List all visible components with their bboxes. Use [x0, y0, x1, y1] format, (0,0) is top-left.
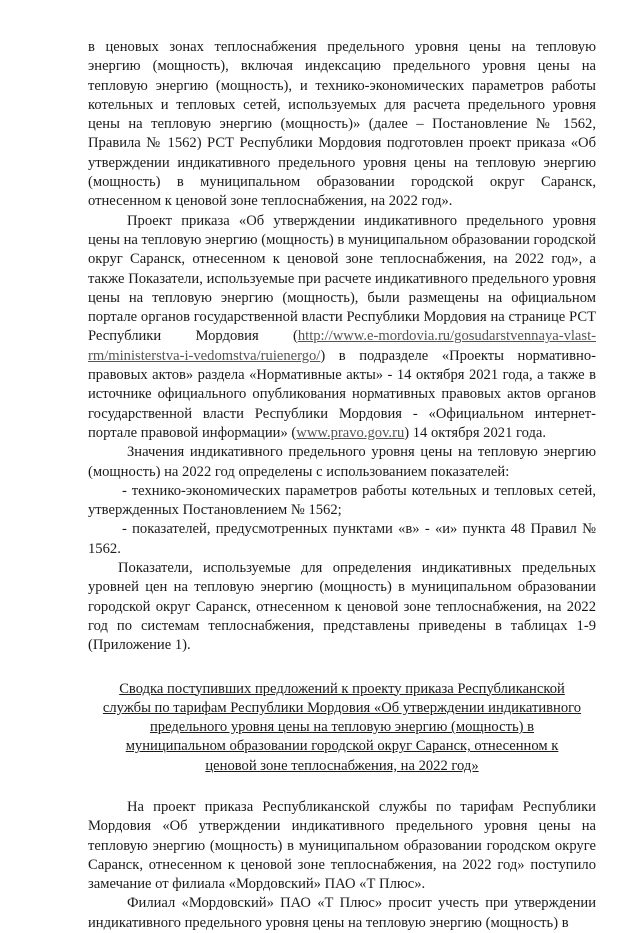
- paragraph-tables: Показатели, используемые для определения индикативных предельных уровней цен на тепловую энергию (мощность) в муниципальном образовании городской округ Саранск, отнесенном к ценовой зоне теплоснабжения, на 2022 год по системам теплоснабжения, представлены приведены в таблицах 1-9 (Приложение 1).: [88, 560, 596, 654]
- rst-page-link[interactable]: http://www.e-mordovia.ru/gosudarstvennaya-vlast-rm/ministerstva-i-vedomstva/ruienergo/: [88, 328, 596, 364]
- paragraph-remark: На проект приказа Республиканской службы по тарифам Республики Мордовия «Об утверждении индикативного предельного уровня цены на тепловую энергию (мощность) в муниципальном образовании городском округе Саранск, отнесенном к ценовой зоне теплоснабжения, на 2022 год» поступило замечание от филиала «Мордовский» ПАО «Т Плюс».: [88, 798, 596, 893]
- paragraph-values: Значения индикативного предельного уровня цены на тепловую энергию (мощность) на 2022 год определены с использованием показателей:: [88, 444, 596, 480]
- section-heading: Сводка поступивших предложений к проекту приказа Республиканской службы по тарифам Республики Мордовия «Об утверждении индикативного предельного уровня цены на тепловую энергию (мощность) в муниципальном образовании городской округ Саранск, отнесенном к ценовой зоне теплоснабжения, на 2022 год»: [102, 680, 582, 774]
- publication-text-start: Проект приказа «Об утверждении индикативного предельного уровня цены на тепловую энергию (мощность) в муниципальном образовании городской округ Саранск, отнесенном к ценовой зоне теплоснабжения, на 2022 год», а также Показатели, используемые при расчете индикативного предельного уровня цены на тепловую энергию (мощность), были размещены на официальном портале органов государственной власти Республики Мордовия на странице РСТ Республики Мордовия (: [88, 212, 596, 345]
- paragraph-branch-request: Филиал «Мордовский» ПАО «Т Плюс» просит учесть при утверждении индикативного предельного уровня цены на тепловую энергию (мощность) в: [88, 895, 596, 931]
- publication-text-end: ) 14 октября 2021 года.: [404, 424, 547, 441]
- list-item-indicators: - показателей, предусмотренных пунктами «в» - «и» пункта 48 Правил № 1562.: [88, 521, 596, 557]
- paragraph-publication: [88, 212, 596, 444]
- pravo-gov-link[interactable]: www.pravo.gov.ru: [296, 424, 405, 441]
- paragraph-intro-continuation: в ценовых зонах теплоснабжения предельного уровня цены на тепловую энергию (мощность), включая индексацию предельного уровня цены на тепловую энергию (мощность), и технико-экономических параметров работы котельных и тепловых сетей, используемых для расчета предельного уровня цены на тепловую энергию (мощность)» (далее – Постановление № 1562, Правила № 1562) РСТ Республики Мордовия подготовлен проект приказа «Об утверждении индикативного предельного уровня цены на тепловую энергию (мощность) в муниципальном образовании городской округ Саранск, отнесенном к ценовой зоне теплоснабжения, на 2022 год».: [88, 39, 596, 210]
- list-item-parameters: - технико-экономических параметров работы котельных и тепловых сетей, утвержденных Постановлением № 1562;: [88, 482, 596, 519]
- publication-text-middle: ) в подразделе «Проекты нормативно-правовых актов» раздела «Нормативные акты» - 14 октября 2021 года, а также в источнике официального опубликования нормативных правовых актов органов государственной власти Республики Мордовия - «Официальном интернет-портале правовой информации» (: [88, 347, 596, 441]
